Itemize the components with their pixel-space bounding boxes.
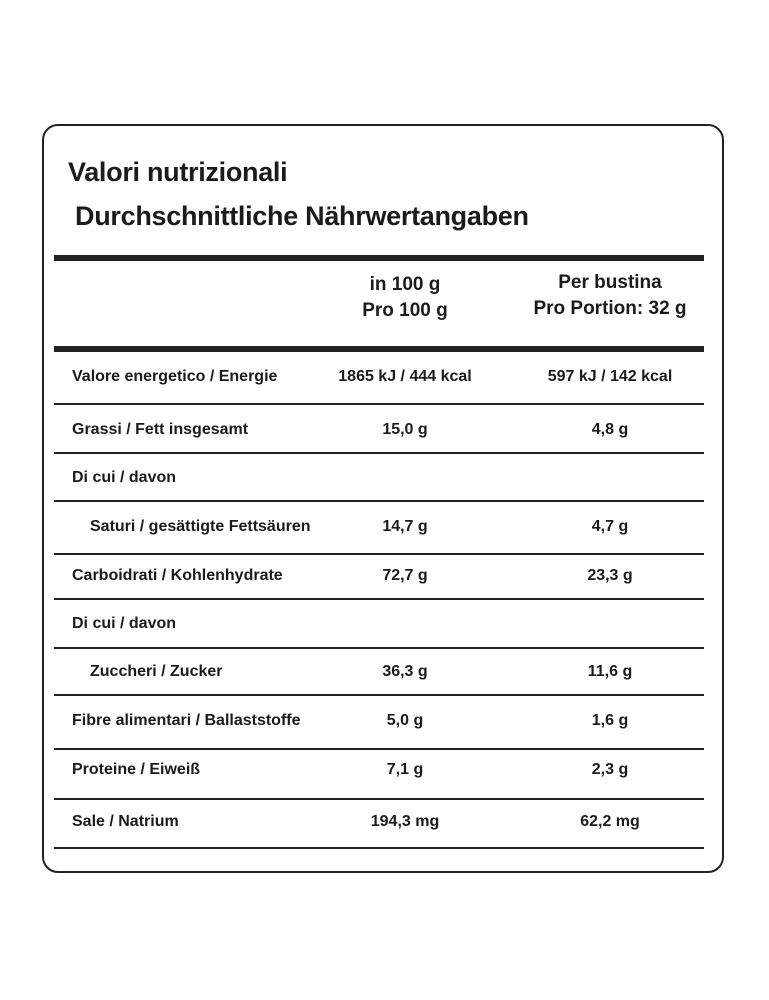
row-label: Zuccheri / Zucker	[90, 663, 223, 680]
value-per-100g: 15,0 g	[382, 421, 428, 438]
row-divider	[54, 403, 704, 405]
row-label: Di cui / davon	[72, 469, 177, 486]
row-divider	[54, 452, 704, 454]
row-label: Fibre alimentari / Ballaststoffe	[72, 712, 301, 729]
row-divider	[54, 500, 704, 502]
value-per-portion: 11,6 g	[587, 663, 633, 680]
value-per-100g: 194,3 mg	[370, 813, 440, 830]
column-header-per-portion-line1: Per bustina	[558, 272, 662, 293]
column-header-per-100g	[320, 272, 490, 324]
value-per-portion: 23,3 g	[587, 567, 633, 584]
row-label: Valore energetico / Energie	[72, 368, 278, 385]
value-per-portion: 1,6 g	[591, 712, 629, 729]
row-divider	[54, 553, 704, 555]
value-per-100g: 14,7 g	[382, 518, 428, 535]
table-row-carbohydrates	[54, 564, 704, 588]
row-label: Sale / Natrium	[72, 813, 179, 830]
table-row-fat	[54, 418, 704, 442]
table-row-salt	[54, 810, 704, 834]
row-divider	[54, 748, 704, 750]
row-divider	[54, 798, 704, 800]
header-top-rule	[54, 255, 704, 261]
row-label: Saturi / gesättigte Fettsäuren	[90, 518, 311, 535]
column-header-per-100g-line1: in 100 g	[369, 274, 441, 295]
header-bottom-rule	[54, 346, 704, 352]
title-german: Durchschnittliche Nährwertangaben	[75, 201, 529, 231]
value-per-portion: 62,2 mg	[580, 813, 640, 830]
row-label: Carboidrati / Kohlenhydrate	[72, 567, 283, 584]
value-per-100g: 72,7 g	[382, 567, 428, 584]
row-divider	[54, 598, 704, 600]
table-row-fibre	[54, 709, 704, 733]
column-header-per-portion-line2: Pro Portion: 32 g	[533, 298, 687, 319]
value-per-100g: 5,0 g	[386, 712, 424, 729]
table-row-of-which-carbs	[54, 612, 704, 636]
value-per-portion: 4,7 g	[591, 518, 629, 535]
column-header-per-100g-line2: Pro 100 g	[362, 300, 448, 321]
row-divider	[54, 694, 704, 696]
value-per-100g: 1865 kJ / 444 kcal	[338, 368, 472, 385]
value-per-portion: 4,8 g	[591, 421, 629, 438]
row-label: Di cui / davon	[72, 615, 177, 632]
table-bottom-rule	[54, 847, 704, 849]
column-header-per-portion	[520, 270, 700, 322]
table-row-energy	[54, 365, 704, 389]
row-label: Proteine / Eiweiß	[72, 761, 201, 778]
table-row-sugars	[54, 660, 704, 684]
title-italian: Valori nutrizionali	[68, 157, 288, 187]
table-row-protein	[54, 758, 704, 782]
value-per-100g: 7,1 g	[386, 761, 424, 778]
row-divider	[54, 647, 704, 649]
value-per-100g: 36,3 g	[382, 663, 428, 680]
row-label: Grassi / Fett insgesamt	[72, 421, 249, 438]
table-row-saturates	[54, 515, 704, 539]
table-row-of-which-fat	[54, 466, 704, 490]
value-per-portion: 2,3 g	[591, 761, 629, 778]
value-per-portion: 597 kJ / 142 kcal	[547, 368, 673, 385]
